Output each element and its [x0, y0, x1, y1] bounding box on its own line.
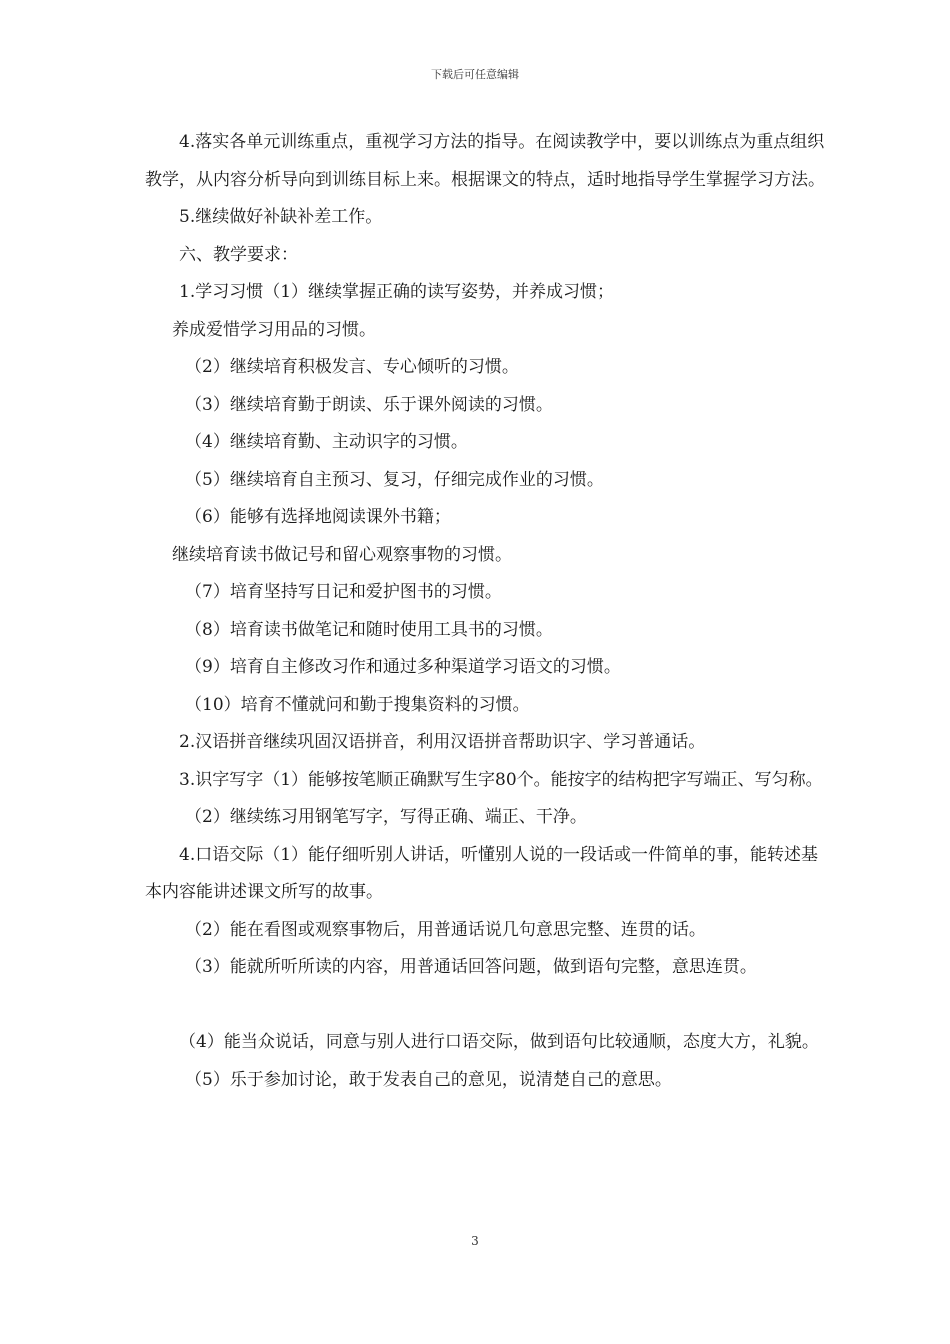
paragraph-study-habits-4: （4）继续培育勤、主动识字的习惯。 [185, 432, 468, 452]
paragraph-study-habits-3: （3）继续培育勤于朗读、乐于课外阅读的习惯。 [185, 394, 553, 415]
paragraph-pinyin: 2.汉语拼音继续巩固汉语拼音，利用汉语拼音帮助识字、学习普通话。 [179, 732, 706, 752]
paragraph-study-habits-1: 1.学习习惯（1）继续掌握正确的读写姿势，并养成习惯； [179, 282, 615, 302]
document-body [145, 124, 830, 1099]
paragraph-oral-communication-5: （5）乐于参加讨论，敢于发表自己的意见，说清楚自己的意思。 [185, 1069, 672, 1090]
paragraph-oral-communication-1: 4.口语交际（1）能仔细听别人讲话，听懂别人说的一段话或一件简单的事，能转述基本内容能讲述课文所写的故事。 [145, 844, 819, 902]
paragraph-oral-communication-2: （2）能在看图或观察事物后，用普通话说几句意思完整、连贯的话。 [185, 919, 706, 940]
paragraph-literacy-writing-1: 3.识字写字（1）能够按笔顺正确默写生字80个。能按字的结构把字写端正、写匀称。 [179, 769, 823, 790]
paragraph-training-focus: 4.落实各单元训练重点，重视学习方法的指导。在阅读教学中，要以训练点为重点组织教学，从内容分析导向到训练目标上来。根据课文的特点，适时地指导学生掌握学习方法。 [145, 132, 825, 190]
paragraph-spacer [145, 987, 830, 1025]
paragraph-oral-communication-4: （4）能当众说话，同意与别人进行口语交际，做到语句比较通顺，态度大方，礼貌。 [179, 1032, 819, 1052]
paragraph-study-habits-9: （9）培育自主修改习作和通过多种渠道学习语文的习惯。 [185, 657, 621, 677]
paragraph-study-habits-5: （5）继续培育自主预习、复习，仔细完成作业的习惯。 [185, 469, 604, 490]
paragraph-study-habits-6-cont: 继续培育读书做记号和留心观察事物的习惯。 [172, 544, 512, 565]
paragraph-study-habits-2: （2）继续培育积极发言、专心倾听的习惯。 [185, 357, 519, 377]
paragraph-oral-communication-3: （3）能就所听所读的内容，用普通话回答问题，做到语句完整，意思连贯。 [185, 957, 757, 977]
paragraph-literacy-writing-2: （2）继续练习用钢笔写字，写得正确、端正、干净。 [185, 807, 587, 827]
paragraph-study-habits-7: （7）培育坚持写日记和爱护图书的习惯。 [185, 582, 502, 602]
paragraph-study-habits-8: （8）培育读书做笔记和随时使用工具书的习惯。 [185, 619, 553, 640]
page-header: 下载后可任意编辑 [431, 68, 519, 81]
page-number: 3 [471, 1234, 479, 1248]
section-heading-teaching-requirements: 六、教学要求： [179, 244, 298, 265]
paragraph-remedial-work: 5.继续做好补缺补差工作。 [179, 207, 383, 227]
paragraph-study-habits-6: （6）能够有选择地阅读课外书籍； [185, 507, 451, 527]
paragraph-study-habits-10: （10）培育不懂就问和勤于搜集资料的习惯。 [185, 694, 530, 715]
paragraph-study-habits-1-cont: 养成爱惜学习用品的习惯。 [172, 319, 376, 340]
